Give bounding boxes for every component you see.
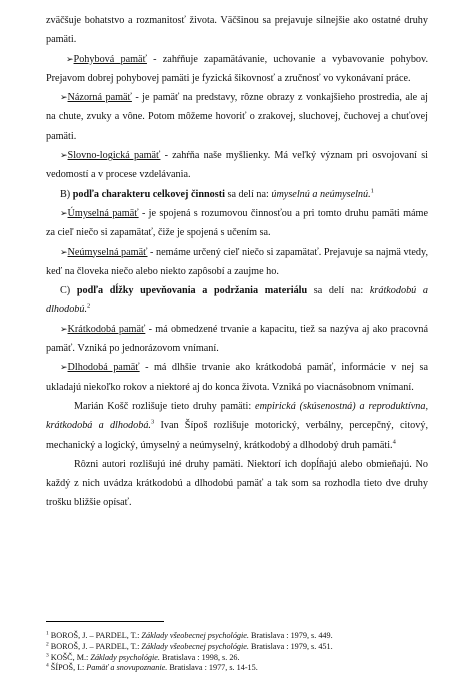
arrow-bullet-icon: ➢: [66, 53, 74, 64]
footnote-separator: [46, 621, 164, 622]
footnote-ref-2[interactable]: 2: [87, 303, 91, 311]
term-intentional-memory: Úmyselná pamäť: [67, 207, 139, 219]
term-short-term-memory: Krátkodobá pamäť: [67, 323, 146, 335]
footnote-ref-4[interactable]: 4: [392, 438, 396, 446]
list-item-short-term-memory: ➢Krátkodobá pamäť - má obmedzené trvanie a kapacitu, tiež sa nazýva aj ako pracovná pamäť. Vzniká po jednorázovom vnímaní.: [46, 323, 429, 355]
section-b-heading: B) podľa charakteru celkovej činnosti sa delí na: úmyselnú a neúmyselnú.$^1$: [60, 187, 374, 200]
footnote-ref-3[interactable]: 3: [150, 418, 155, 426]
paragraph-intro: zväčšuje bohatstvo a rozmanitosť života. Väčšinou sa prejavuje silnejšie ako ostatné druhy pamäti.: [46, 15, 428, 46]
footnote-ref-1[interactable]: 1: [370, 187, 374, 195]
arrow-bullet-icon: ➢: [60, 207, 68, 218]
arrow-bullet-icon: ➢: [60, 92, 68, 103]
term-motor-memory: Pohybová pamäť: [73, 53, 147, 65]
section-c-heading: C) podľa dĺžky upevňovania a podržania materiálu sa delí na: krátkodobú a dlhodobú.$^2$: [46, 285, 428, 316]
term-unintentional-memory: Neúmyselná pamäť: [67, 246, 148, 258]
term-verbal-memory: Slovno-logická pamäť: [67, 150, 161, 162]
arrow-bullet-icon: ➢: [60, 323, 68, 334]
arrow-bullet-icon: ➢: [60, 246, 68, 257]
footnote-2: $^2$ BOROŠ, J. – PARDEL, T.: Základy všeobecnej psychológie. Bratislava : 1979, s. 451.: [46, 641, 333, 651]
footnote-1: $^1$ BOROŠ, J. – PARDEL, T.: Základy všeobecnej psychológie. Bratislava : 1979, s. 449.: [46, 630, 333, 640]
paragraph-kosc: Marián Košč rozlišuje tieto druhy pamäti: empirická (skúsenostná) a reproduktívna, krátkodobá a dlhodobá.$^3$ Ivan Šípoš rozlišuje motorický, verbálny, percepčný, citový, mechanický a logický, úmyselný a neúmyselný, krátkodobý a dlhodobý druh pamäti.$^4$: [46, 400, 428, 451]
list-item-intentional-memory: ➢Úmyselná pamäť - je spojená s rozumovou činnosťou a pri tomto druhu pamäti máme za cieľ niečo si zapamätať, čiže je spojená s učením sa.: [46, 207, 428, 239]
list-item-long-term-memory: ➢Dlhodobá pamäť - má dlhšie trvanie ako krátkodobá pamäť, informácie v nej sa ukladajú niekoľko rokov a niektoré aj do konca života. Vzniká po viacnásobnom vnímaní.: [46, 362, 429, 393]
arrow-bullet-icon: ➢: [60, 150, 68, 161]
footnote-3: $^3$ KOŠČ, M.: Základy psychológie. Bratislava : 1998, s. 26.: [46, 651, 240, 662]
list-item-visual-memory: ➢Názorná pamäť - je pamäť na predstavy, rôzne obrazy z vonkajšieho prostredia, ale aj na chute, zvuky a vône. Potom môžeme hovoriť o zrakovej, sluchovej, čuchovej a chuťovej pamäti.: [46, 92, 428, 142]
term-long-term-memory: Dlhodobá pamäť: [67, 362, 140, 374]
list-item-unintentional-memory: ➢Neúmyselná pamäť - nemáme určený cieľ niečo si zapamätať. Prejavuje sa najmä vtedy, keď na človeka niečo alebo niekto zapôsobí a zaujme ho.: [46, 246, 428, 277]
arrow-bullet-icon: ➢: [60, 362, 68, 373]
footnotes: [46, 621, 436, 674]
main-text: [46, 11, 428, 513]
footnote-4: $^4$ ŠÍPOŠ, I.: Pamäť a snovupoznanie. Bratislava : 1977, s. 14-15.: [46, 662, 258, 673]
term-visual-memory: Názorná pamäť: [67, 92, 132, 104]
list-item-motor-memory: ➢Pohybová pamäť - zahŕňuje zapamätávanie, uchovanie a vybavovanie pohybov. Prejavom dobrej pohybovej pamäti je fyzická šikovnosť a zručnosť vo vykonávaní práce.: [46, 53, 428, 84]
list-item-verbal-memory: ➢Slovno-logická pamäť - zahŕňa naše myšlienky. Má veľký význam pri osvojovaní si vedomostí a v procese vzdelávania.: [46, 150, 429, 181]
paragraph-conclusion: Rôzni autori rozlišujú iné druhy pamäti. Niektorí ich dopĺňajú alebo obmieňajú. No každý z nich uvádza krátkodobú a dlhodobú pamäť a tak som sa rozhodla tieto dve druhy trošku bližšie opísať.: [46, 458, 428, 509]
